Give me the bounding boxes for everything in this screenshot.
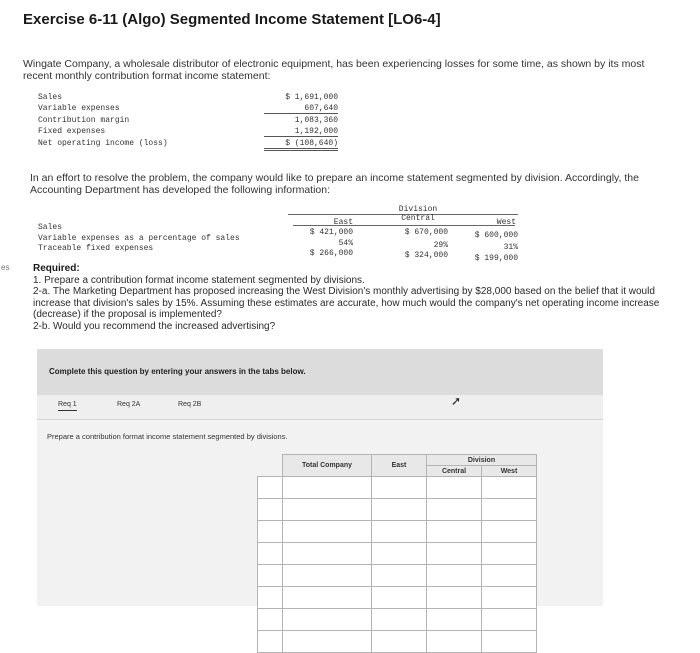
row-label-field[interactable] [259,526,281,541]
row-label-field[interactable] [259,548,281,563]
row-label-field[interactable] [259,592,281,607]
col-header-central: Central [401,214,435,223]
answer-cell-west[interactable] [482,543,537,565]
answer-row-label-input[interactable] [258,477,283,499]
answer-row-label-input[interactable] [258,543,283,565]
answer-cell-east[interactable] [372,587,427,609]
answer-input-west[interactable] [483,570,535,585]
answer-input-east[interactable] [373,592,425,607]
exercise-title: Exercise 6-11 (Algo) Segmented Income Statement [LO6-4] [23,11,441,28]
row-label-sales: Sales [38,223,63,232]
answer-input-total[interactable] [284,548,370,563]
answer-input-central[interactable] [428,570,480,585]
answer-input-central[interactable] [428,592,480,607]
division-group-header: Division [398,205,438,214]
west-variable-pct: 31% [503,243,518,252]
answer-input-central[interactable] [428,504,480,519]
answer-cell-west[interactable] [482,565,537,587]
cursor-arrow-icon: ➚ [451,394,462,408]
answer-input-west[interactable] [483,614,535,629]
answer-input-west[interactable] [483,548,535,563]
answer-row [258,499,537,521]
east-variable-pct: 54% [338,239,353,248]
answer-input-east[interactable] [373,526,425,541]
answer-cell-east[interactable] [372,631,427,653]
row-label-variable-pct: Variable expenses as a percentage of sales [38,234,240,243]
col-header-east: East [333,218,353,227]
answer-cell-central[interactable] [427,477,482,499]
instruction-text: Complete this question by entering your answers in the tabs below. [49,367,306,376]
answer-input-central[interactable] [428,636,480,651]
answer-row-label-input[interactable] [258,587,283,609]
answer-input-west[interactable] [483,504,535,519]
answer-cell-east[interactable] [372,565,427,587]
intro-paragraph: Wingate Company, a wholesale distributor of electronic equipment, has been experiencing losses for some time, as shown by its most recent monthly contribution format income statement: [23,58,645,82]
required-item-1: 1. Prepare a contribution format income statement segmented by divisions. [33,274,365,286]
answer-row-label-input[interactable] [258,565,283,587]
west-traceable-fixed: $ 199,000 [474,254,518,263]
answer-cell-east[interactable] [372,521,427,543]
division-info-table [38,205,518,265]
answer-cell-central[interactable] [427,543,482,565]
answer-input-west[interactable] [483,482,535,497]
answer-cell-east[interactable] [372,499,427,521]
answer-input-total[interactable] [284,504,370,519]
header-east: East [372,455,427,477]
required-heading: Required: [33,263,80,274]
is-row-fixed-expenses: Fixed expenses 1,192,000 [38,127,338,136]
tab-req-1[interactable]: Req 1 [58,401,77,411]
required-section [33,263,673,332]
answer-row-label-input[interactable] [258,609,283,631]
answer-cell-central[interactable] [427,521,482,543]
answer-cell-total[interactable] [283,631,372,653]
answer-cell-west[interactable] [482,587,537,609]
answer-input-east[interactable] [373,504,425,519]
central-variable-pct: 29% [433,241,448,250]
tab-req-2a[interactable]: Req 2A [117,401,141,408]
division-columns-rule [293,225,515,226]
answer-cell-west[interactable] [482,521,537,543]
col-header-west: West [496,218,516,227]
answer-cell-total[interactable] [283,521,372,543]
header-central: Central [427,466,482,477]
header-division-group: Division [427,455,537,466]
tab-req-2b[interactable]: Req 2B [178,401,202,408]
answer-table [257,454,537,653]
row-label-field[interactable] [259,636,281,651]
is-row-sales: Sales $ 1,691,000 [38,93,338,102]
header-west: West [482,466,537,477]
answer-cell-west[interactable] [482,609,537,631]
side-mark: es [1,263,10,272]
row-label-field[interactable] [259,614,281,629]
answer-row [258,587,537,609]
answer-cell-total[interactable] [283,587,372,609]
answer-input-total[interactable] [284,482,370,497]
answer-input-east[interactable] [373,548,425,563]
row-label-field[interactable] [259,482,281,497]
answer-input-east[interactable] [373,482,425,497]
answer-cell-west[interactable] [482,499,537,521]
answer-cell-east[interactable] [372,477,427,499]
answer-row-label-input[interactable] [258,631,283,653]
answer-row-label-input[interactable] [258,521,283,543]
answer-cell-total[interactable] [283,499,372,521]
answer-input-central[interactable] [428,548,480,563]
answer-input-east[interactable] [373,570,425,585]
answer-cell-total[interactable] [283,477,372,499]
header-total-company: Total Company [283,455,372,477]
answer-cell-central[interactable] [427,609,482,631]
answer-cell-total[interactable] [283,543,372,565]
answer-row [258,631,537,653]
west-sales: $ 600,000 [474,231,518,240]
answer-cell-west[interactable] [482,631,537,653]
row-label-field[interactable] [259,504,281,519]
answer-cell-total[interactable] [283,609,372,631]
answer-input-west[interactable] [483,526,535,541]
answer-cell-west[interactable] [482,477,537,499]
answer-input-total[interactable] [284,592,370,607]
panel-prompt: Prepare a contribution format income statement segmented by divisions. [47,432,288,441]
required-item-2b: 2-b. Would you recommend the increased advertising? [33,320,276,332]
answer-row [258,521,537,543]
answer-input-west[interactable] [483,592,535,607]
answer-cell-central[interactable] [427,499,482,521]
east-sales: $ 421,000 [309,228,353,237]
answer-input-total[interactable] [284,526,370,541]
central-traceable-fixed: $ 324,000 [404,251,448,260]
answer-input-east[interactable] [373,636,425,651]
answer-input-total[interactable] [284,570,370,585]
effort-paragraph: In an effort to resolve the problem, the company would like to prepare an income statement segmented by division. Accordingly, the Accounting Department has developed the following information: [30,172,639,196]
row-label-traceable-fixed: Traceable fixed expenses [38,244,154,253]
is-row-net-operating-income: Net operating income (loss) $ (108,640) [38,139,338,150]
answer-input-central[interactable] [428,482,480,497]
is-row-contribution-margin: Contribution margin 1,083,360 [38,116,338,125]
answer-cell-east[interactable] [372,609,427,631]
east-traceable-fixed: $ 266,000 [309,249,353,258]
answer-row [258,477,537,499]
required-item-2a: 2-a. The Marketing Department has proposed increasing the West Division's monthly advertising by $28,000 based on the belief that it would increase that division's sales by 15%. Assuming these estimates are accurate, how much would the company's net operating income increase (decrease) if the proposal is implemented? [33,286,660,320]
answer-row-label-input[interactable] [258,499,283,521]
answer-input-west[interactable] [483,636,535,651]
answer-input-east[interactable] [373,614,425,629]
answer-row [258,565,537,587]
answer-cell-central[interactable] [427,631,482,653]
answer-input-central[interactable] [428,614,480,629]
answer-input-total[interactable] [284,614,370,629]
answer-row [258,543,537,565]
answer-cell-total[interactable] [283,565,372,587]
answer-cell-central[interactable] [427,587,482,609]
answer-cell-east[interactable] [372,543,427,565]
central-sales: $ 670,000 [404,228,448,237]
answer-row [258,609,537,631]
answer-input-central[interactable] [428,526,480,541]
row-label-field[interactable] [259,570,281,585]
answer-header-spacer [258,455,283,477]
answer-input-total[interactable] [284,636,370,651]
is-row-variable-expenses: Variable expenses 607,640 [38,104,338,113]
answer-cell-central[interactable] [427,565,482,587]
